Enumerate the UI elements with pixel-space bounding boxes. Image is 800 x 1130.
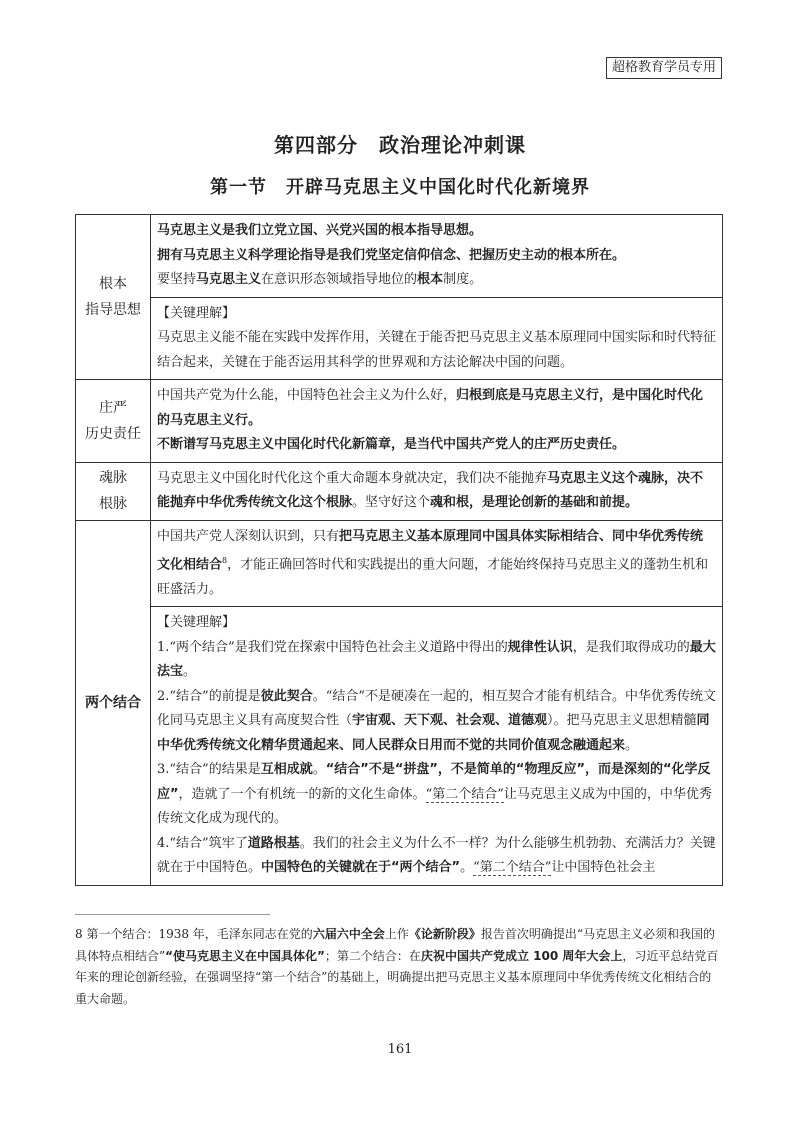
text: 让中国特色社会主 xyxy=(551,860,656,876)
row-content xyxy=(151,462,723,520)
text: 。 xyxy=(460,860,474,876)
text: 中国共产党人深刻认识到，只有 xyxy=(157,528,340,544)
label-line: 魂脉 xyxy=(99,470,127,486)
text: 报告首次明确提出“马克思主义必须和我国的具体特点相结合” xyxy=(75,927,715,963)
paragraph xyxy=(157,384,716,433)
paragraph xyxy=(157,525,716,603)
text: 中国特色的关键就在于“两个结合” xyxy=(261,860,461,876)
text: 规律性认识 xyxy=(507,639,573,655)
text: 互相成就 xyxy=(260,762,313,778)
row-historic-duty xyxy=(76,380,723,463)
text: 。 xyxy=(625,737,639,753)
text: “第二个结合” xyxy=(425,786,504,802)
key-label: 【关键理解】 xyxy=(157,615,236,631)
text: ）。把马克思主义思想精髓 xyxy=(547,713,697,729)
text: 归根到底是马克思主义行，是中国化时代化的马克思主义行。 xyxy=(157,388,704,428)
row-label xyxy=(76,380,151,463)
text: 3.“结合”的结果是 xyxy=(157,762,261,778)
key-understanding xyxy=(151,607,723,886)
text: 1.“两个结合”是我们党在探索中国特色社会主义道路中得出的 xyxy=(157,639,508,655)
text: 让马克思主义成为中国的，中华优秀传统文化成为现代的。 xyxy=(157,786,712,827)
paragraph xyxy=(157,832,716,881)
paragraph xyxy=(157,685,716,759)
paragraph: 马克思主义是我们立党立国、兴党兴国的根本指导思想。 xyxy=(157,223,483,238)
footnote-divider xyxy=(75,914,270,915)
row-content xyxy=(151,215,723,298)
text: 彼此契合 xyxy=(260,688,313,704)
text: ，习近平总结党百年来的理论创新经验，在强调坚持“第一个结合”的基础上，明确提出把马克思主义基本原理同中华优秀传统文化相结合的重大命题。 xyxy=(75,948,719,1006)
text: “第二个结合” xyxy=(473,860,552,876)
row-content xyxy=(151,520,723,607)
part-title: 第四部分 政治理论冲刺课 xyxy=(274,133,526,157)
text: 根本 xyxy=(417,272,444,287)
paragraph: 拥有马克思主义科学理论指导是我们党坚定信仰信念、把握历史主动的根本所在。 xyxy=(157,247,626,263)
text: 中国共产党为什么能，中国特色社会主义为什么好， xyxy=(157,388,457,403)
paragraph: 马克思主义能不能在实践中发挥作用，关键在于能否把马克思主义基本原理同中国实际和时代特征结合起来，关键在于能否运用其科学的世界观和方法论解决中国的问题。 xyxy=(157,330,717,370)
text: 六届六中全会 xyxy=(312,927,385,941)
text: 制度。 xyxy=(443,272,483,287)
text: 在意识形态领域指导地位的 xyxy=(261,272,418,287)
text: ，是我们取得成功的 xyxy=(572,639,690,655)
paragraph xyxy=(157,268,716,293)
key-label: 【关键理解】 xyxy=(157,305,236,321)
text: 把马克思主义基本原理同中国具体实际相结合、同中华优秀传统文化相结合 xyxy=(157,528,704,573)
section-title: 第一节 开辟马克思主义中国化时代化新境界 xyxy=(210,177,590,198)
text: 庆祝中国共产党成立 100 周年大会上 xyxy=(420,948,623,963)
row-content xyxy=(151,380,723,463)
row-guiding-thought-key xyxy=(76,297,723,380)
text: 《论新阶段》 xyxy=(408,927,481,941)
content-table xyxy=(75,214,723,886)
row-soul-root xyxy=(76,462,723,520)
text: 马克思主义中国化时代化这个重大命题本身就决定，我们决不能抛弃 xyxy=(157,470,548,486)
text: 最大法宝 xyxy=(157,639,716,680)
text: 道路根基 xyxy=(247,835,300,851)
text: 上作 xyxy=(384,927,409,941)
label-line: 指导思想 xyxy=(85,302,141,318)
text: ，才能正确回答时代和实践提出的重大问题，才能始终保持马克思主义的蓬勃生机和旺盛活力。 xyxy=(157,557,709,597)
label-line: 庄严 xyxy=(99,399,127,416)
text: “结合”不是“拼盘”，不是简单的“物理反应”，而是深刻的“化学反应” xyxy=(157,762,711,802)
paragraph xyxy=(157,636,716,685)
footnote xyxy=(75,924,723,1010)
label-line: 根本 xyxy=(99,276,127,292)
text: 8 第一个结合：1938 年，毛泽东同志在党的 xyxy=(75,927,313,941)
text: 同中华优秀传统文化精华贯通起来、同人民群众日用而不觉的共同价值观念融通起来 xyxy=(157,713,710,753)
text: 。坚守好这个 xyxy=(352,495,431,510)
text: 。 xyxy=(312,762,326,778)
text: 4.“结合”筑牢了 xyxy=(157,835,248,851)
page-number: 161 xyxy=(387,1042,413,1057)
text: ，造就了一个有机统一的新的文化生命体。 xyxy=(178,786,426,802)
text: 马克思主义 xyxy=(196,272,262,287)
label-line: 历史责任 xyxy=(85,425,141,442)
row-label xyxy=(76,462,151,520)
paragraph xyxy=(157,467,716,516)
text: 。我们的社会主义为什么不一样？为什么能够生机勃勃、充满活力？关键就在于中国特色。 xyxy=(157,835,716,876)
text: 宇宙观、天下观、社会观、道德观 xyxy=(352,713,548,729)
text: 。“结合”不是硬凑在一起的，相互契合才能有机结合。中华优秀传统文化同马克思主义具有高度契合性（ xyxy=(157,688,717,729)
key-understanding xyxy=(151,297,723,380)
row-label xyxy=(76,520,151,885)
paragraph: 不断谱写马克思主义中国化时代化新篇章，是当代中国共产党人的庄严历史责任。 xyxy=(157,437,626,452)
text: ；第二个结合：在 xyxy=(324,948,421,963)
text: 魂和根，是理论创新的基础和前提。 xyxy=(430,495,639,510)
row-two-integrations-key xyxy=(76,607,723,886)
row-two-integrations xyxy=(76,520,723,607)
text: 。 xyxy=(183,664,197,680)
text: 马克思主义这个魂脉，决不能抛弃中华优秀传统文化这个根脉 xyxy=(157,470,704,510)
paragraph xyxy=(157,758,716,832)
text: “使马克思主义在中国具体化” xyxy=(165,948,325,963)
row-guiding-thought xyxy=(76,215,723,298)
label-line: 根脉 xyxy=(99,496,127,512)
footnote-ref[interactable]: 8 xyxy=(222,556,228,565)
row-label xyxy=(76,215,151,380)
text: 要坚持 xyxy=(157,272,197,287)
text: 2.“结合”的前提是 xyxy=(157,688,261,704)
label-line: 两个结合 xyxy=(85,694,141,711)
usage-tag: 超格教育学员专用 xyxy=(606,57,722,79)
